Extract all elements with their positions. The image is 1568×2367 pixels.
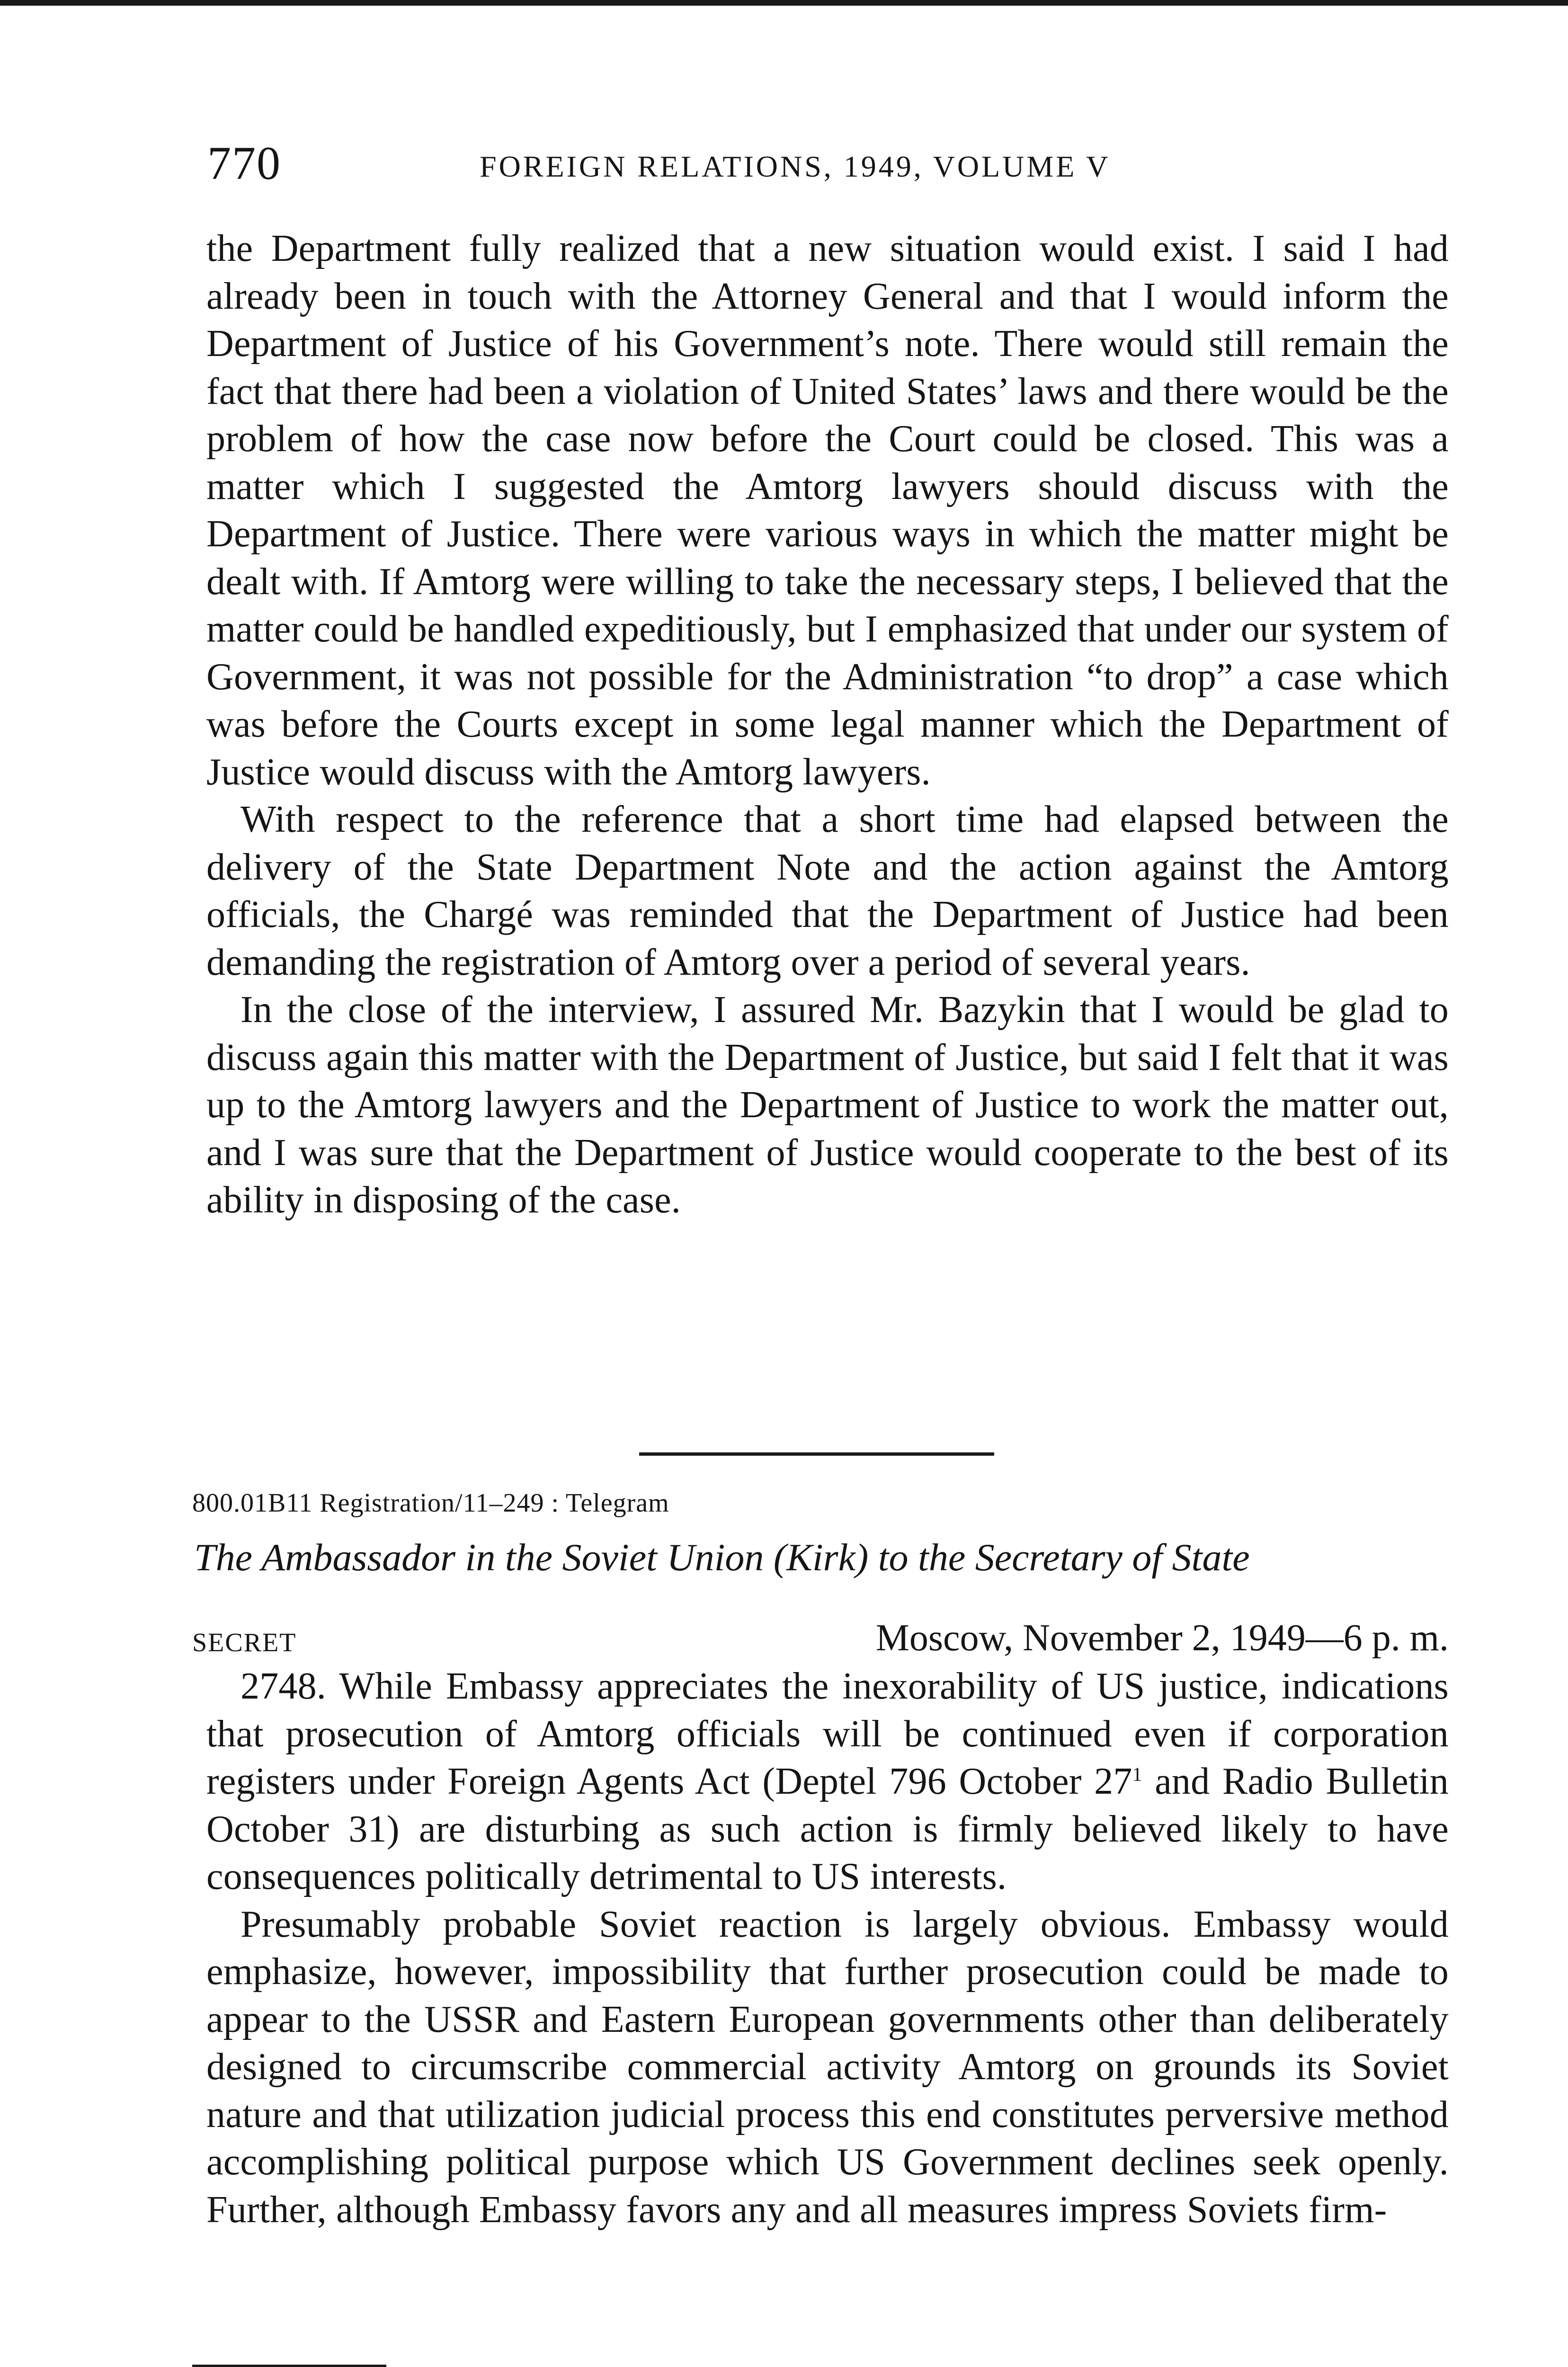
telegram-body	[206, 1663, 1449, 2234]
classification-label: SECRET	[192, 1628, 297, 1657]
footnote-reference: 1	[1132, 1763, 1142, 1785]
telegram-paragraph-1-text-a: 2748. While Embassy appreciates the inexorability of US justice, indications that prosecution of Amtorg officials will be continued even if corporation registers under Foreign Agents Act (Deptel 796 October 27	[206, 1665, 1449, 1802]
telegram-paragraph-1	[206, 1663, 1449, 1901]
paragraph-3: In the close of the interview, I assured Mr. Bazykin that I would be glad to discuss again this matter with the Department of Justice, but said I felt that it was up to the Amtorg lawyers and the Department of Justice to work the matter out, and I was sure that the Department of Justice would cooperate to the best of its ability in disposing of the case.	[206, 989, 1449, 1221]
telegram-paragraph-1-text-b: and Radio Bulletin October 31) are disturbing as such action is firmly believed likely to have consequences politically detrimental to US interests.	[206, 1761, 1449, 1897]
telegram-paragraph-2: Presumably probable Soviet reaction is largely obvious. Embassy would emphasize, however, impossibility that further prosecution could be made to appear to the USSR and Eastern European governments other than deliberately designed to circumscribe commercial activity Amtorg on grounds its Soviet nature and that utilization judicial process this end constitutes perversive method accomplishing political purpose which US Government declines seek openly. Further, although Embassy favors any and all measures impress Soviets firm-	[206, 1903, 1449, 2231]
running-head	[207, 135, 1239, 192]
document-title: The Ambassador in the Soviet Union (Kirk) to the Secretary of State	[194, 1536, 1250, 1579]
dateline: Moscow, November 2, 1949—6 p. m.	[875, 1617, 1449, 1659]
running-title: FOREIGN RELATIONS, 1949, VOLUME V	[480, 150, 1111, 183]
paragraph-2: With respect to the reference that a short time had elapsed between the delivery of the State Department Note and the action against the Amtorg officials, the Chargé was reminded that the Department of Justice had been demanding the registration of Amtorg over a period of several years.	[206, 799, 1449, 983]
page-number: 770	[207, 137, 281, 189]
section-divider	[639, 1452, 994, 1456]
file-reference: 800.01B11 Registration/11–249 : Telegram	[192, 1488, 669, 1518]
footnote-rule	[192, 2365, 386, 2367]
page-top-edge	[0, 0, 1568, 6]
memo-continuation	[206, 225, 1449, 1224]
paragraph-1: the Department fully realized that a new situation would exist. I said I had already been in touch with the Attorney General and that I would inform the Department of Justice of his Government’s note. There would still remain the fact that there had been a violation of United States’ laws and there would be the problem of how the case now before the Court could be closed. This was a matter which I suggested the Amtorg lawyers should discuss with the Department of Justice. There were various ways in which the matter might be dealt with. If Amtorg were willing to take the necessary steps, I believed that the matter could be handled expeditiously, but I emphasized that under our system of Government, it was not possible for the Administration “to drop” a case which was before the Courts except in some legal manner which the Department of Justice would discuss with the Amtorg lawyers.	[206, 228, 1449, 793]
